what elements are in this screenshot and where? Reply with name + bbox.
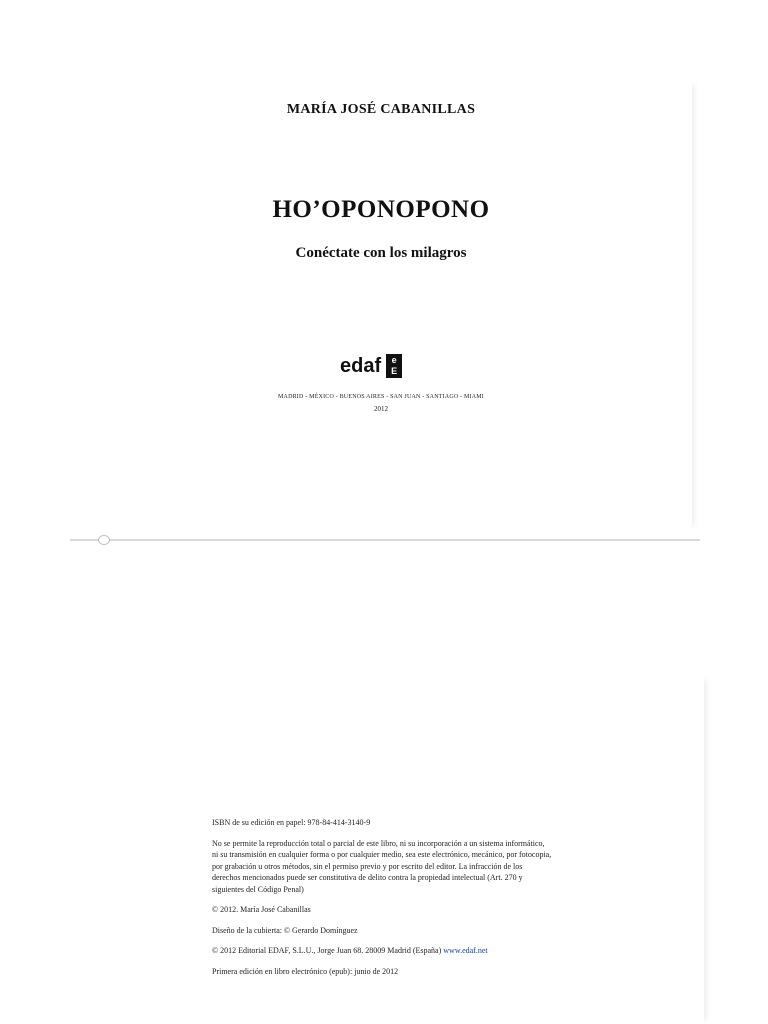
legal-notice: No se permite la reproducción total o parcial de este libro, ni su incorporación a un sistema informático, ni su transmisión en cualquier forma o por cualquier medio, sea este electrónico, mecánico, por fotocopia, por grabación u otros métodos, sin el permiso previo y por escrito del editor. La infracción de los derechos mencionados puede ser constitutiva de delito contra la propiedad intelectual (Art. 270 y siguientes del Código Penal) [212,838,552,894]
publisher-copyright-text: © 2012 Editorial EDAF, S.L.U., Jorge Juan 68. 28009 Madrid (España) [212,946,444,955]
author-copyright: © 2012. María José Cabanillas [212,905,311,914]
book-subtitle: Conéctate con los milagros [295,245,467,261]
page-divider-scrollbar[interactable] [70,539,700,541]
publisher-cities: MADRID - MÉXICO - BUENOS AIRES - SAN JUAN - SANTIAGO - MIAMI [278,394,484,400]
copyright-page [70,675,704,1024]
book-title: HO’OPONOPONO [272,196,490,223]
publisher-copyright [212,945,552,957]
scroll-handle[interactable] [98,535,110,545]
cover-design-credit: Diseño de la cubierta: © Gerardo Domínguez [212,925,358,935]
isbn-line: ISBN de su edición en papel: 978-84-414-3140-9 [212,818,371,827]
first-edition-line: Primera edición en libro electrónico (epub): junio de 2012 [212,966,399,976]
copyright-block [212,817,552,986]
publisher-website-link[interactable]: www.edaf.net [443,946,488,955]
publication-year: 2012 [374,405,388,413]
publisher-logo-mark-icon: e E [386,354,402,378]
title-page [70,80,692,530]
publisher-logo [340,354,402,378]
book-author: MARÍA JOSÉ CABANILLAS [286,102,476,117]
publisher-logo-word: edaf [340,354,382,377]
